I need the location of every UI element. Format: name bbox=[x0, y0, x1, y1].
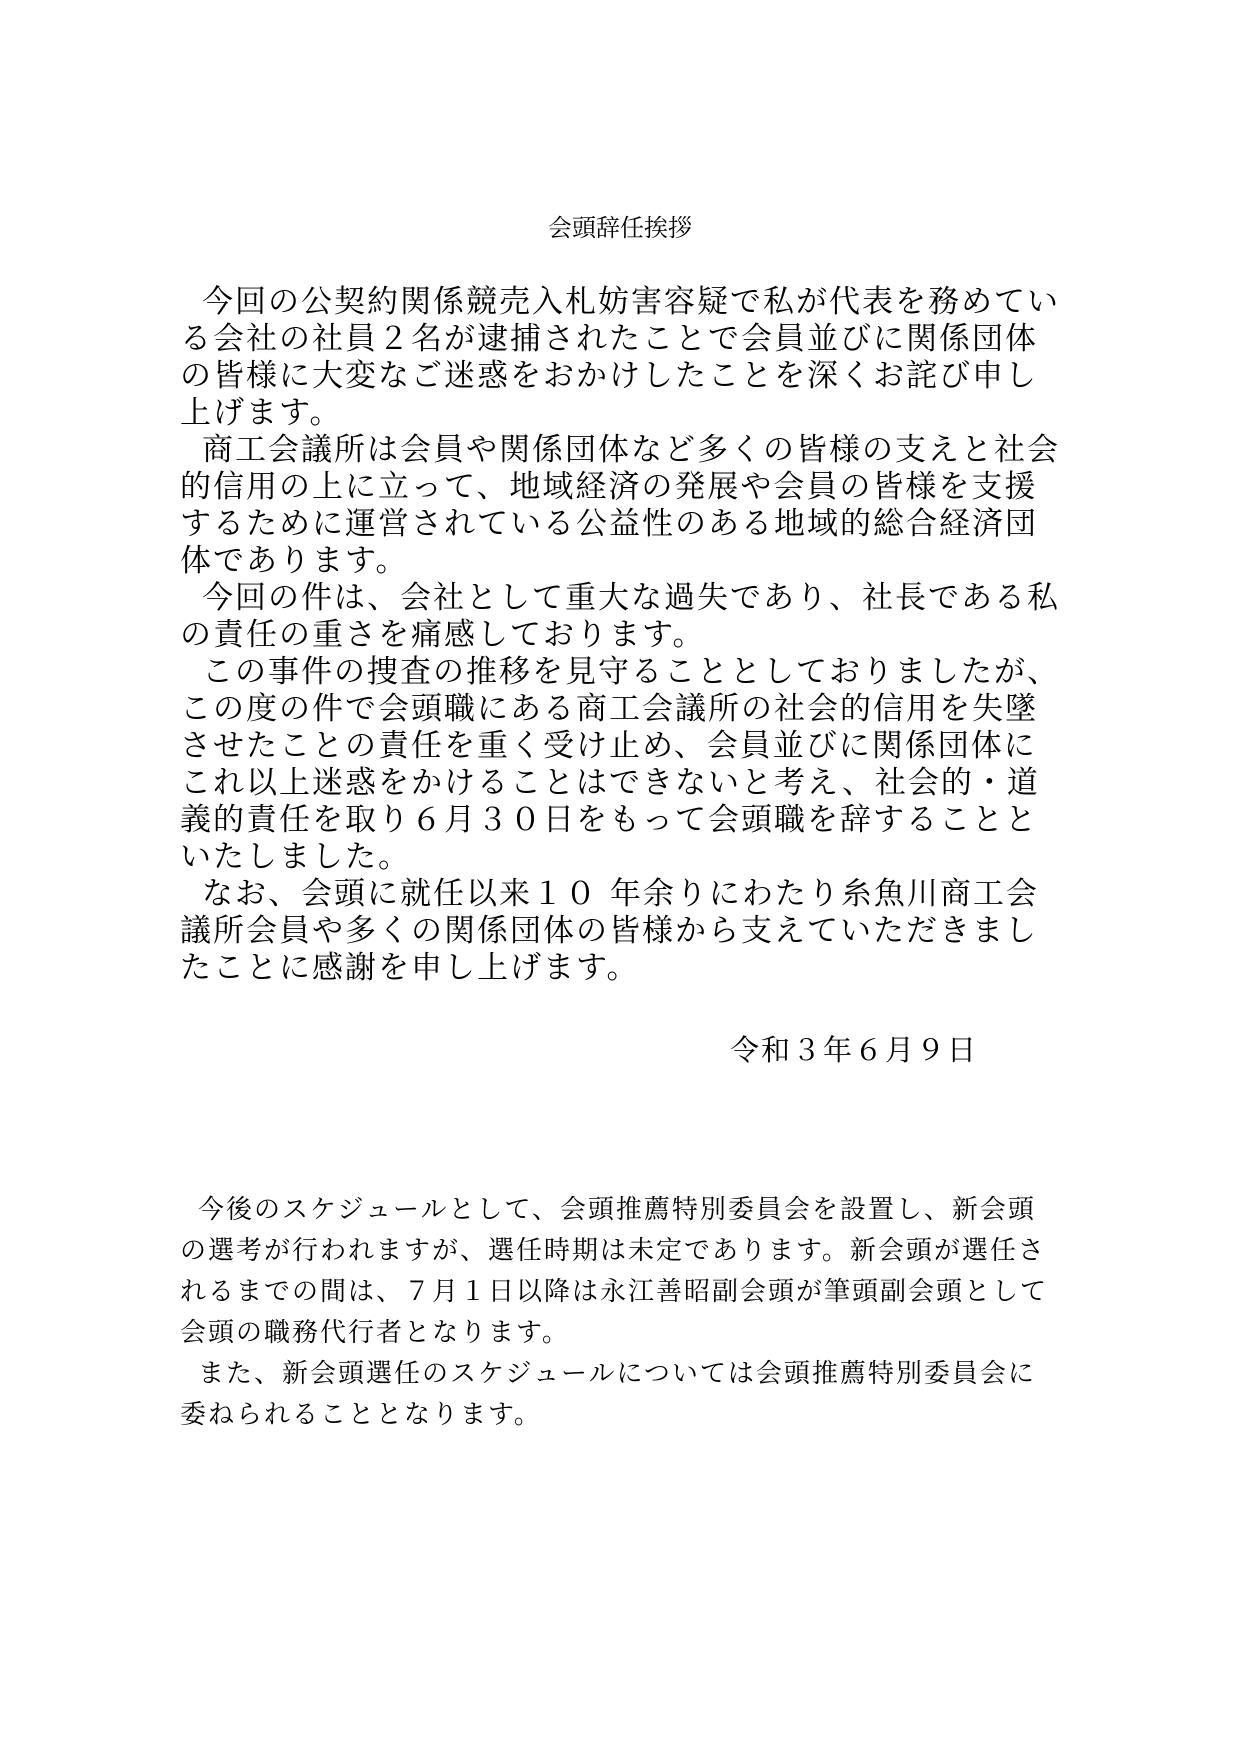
statement-paragraph-apology: 今回の公契約関係競売入札妨害容疑で私が代表を務めている会社の社員２名が逮捕されたことで会員並びに関係団体の皆様に大変なご迷惑をおかけしたことを深くお詫び申し上げます。 bbox=[180, 284, 1060, 431]
statement-paragraph-chamber-role: 商工会議所は会員や関係団体など多くの皆様の支えと社会的信用の上に立って、地域経済の発展や会員の皆様を支援するために運営されている公益性のある地域的総合経済団体であります。 bbox=[180, 432, 1060, 579]
statement-paragraph-responsibility: 今回の件は、会社として重大な過失であり、社長である私の責任の重さを痛感しております。 bbox=[180, 580, 1060, 653]
schedule-note-paragraph: 今後のスケジュールとして、会頭推薦特別委員会を設置し、新会頭の選考が行われますが、選任時期は未定であります。新会頭が選任されるまでの間は、７月１日以降は永江善昭副会頭が筆頭副会頭として会頭の職務代行者となります。 bbox=[180, 1195, 1049, 1348]
page-title: 会頭辞任挨拶 bbox=[548, 214, 692, 242]
statement-body bbox=[180, 284, 1060, 987]
statement-date: 令和３年６月９日 bbox=[730, 1033, 979, 1067]
statement-paragraph-resignation: この事件の捜査の推移を見守ることとしておりましたが、この度の件で会頭職にある商工会議所の社会的信用を失墜させたことの責任を重く受け止め、会員並びに関係団体にこれ以上迷惑をかけることはできないと考え、社会的・道義的責任を取り６月３０日をもって会頭職を辞することといたしました。 bbox=[180, 654, 1060, 875]
schedule-note bbox=[180, 1190, 1060, 1436]
statement-paragraph-gratitude: なお、会頭に就任以来１０ 年余りにわたり糸魚川商工会議所会員や多くの関係団体の皆様から支えていただきましたことに感謝を申し上げます。 bbox=[180, 876, 1039, 986]
schedule-note-paragraph: また、新会頭選任のスケジュールについては会頭推薦特別委員会に委ねられることとなります。 bbox=[180, 1359, 1036, 1430]
